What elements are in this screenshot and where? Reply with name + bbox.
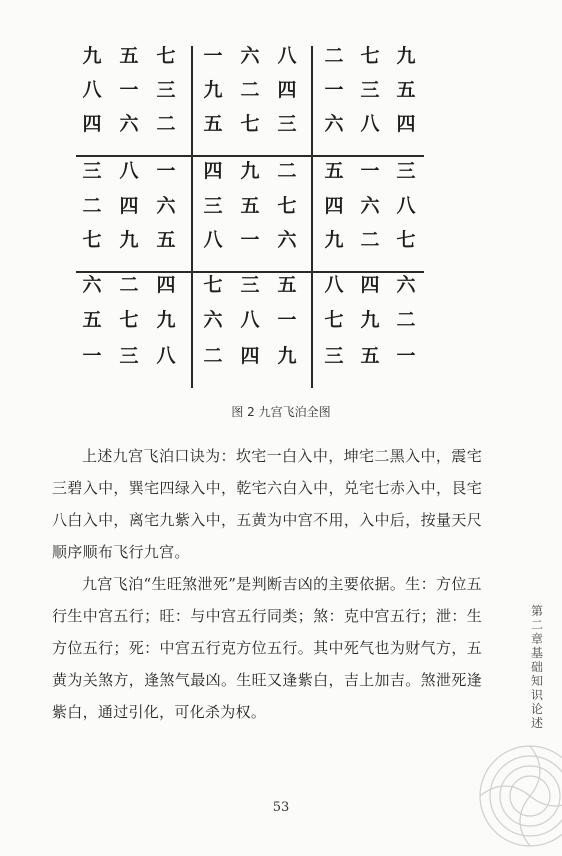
grid-cell: 四 [396,113,416,135]
paragraph-1: 上述九宫飞泊口诀为：坎宅一白入中，坤宅二黑入中，震宅三碧入中，巽宅四绿入中，乾宅六白入中，兑宅七赤入中，艮宅八白入中，离宅九紫入中，五黄为中宫不用，入中后，按量天尺顺序顺布飞行九宫。 [52,447,482,561]
corner-ornament [470,736,562,856]
grid-cell: 三 [119,345,139,367]
grid-cell: 八 [324,274,344,296]
grid-cell: 五 [156,229,176,251]
grid-cell: 六 [240,45,260,67]
grid-cell: 八 [203,229,223,251]
grid-cell: 六 [324,113,344,135]
grid-cell: 七 [82,229,102,251]
grid-cell: 五 [396,79,416,101]
grid-cell: 九 [156,309,176,331]
grid-cell: 七 [324,309,344,331]
grid-cell: 四 [203,160,223,182]
grid-cell: 五 [203,113,223,135]
grid-cell: 七 [360,45,380,67]
grid-cell: 二 [156,113,176,135]
grid-cell: 七 [119,309,139,331]
grid-cell: 二 [324,45,344,67]
grid-cell: 三 [82,160,102,182]
grid-cell: 八 [156,345,176,367]
grid-cell: 七 [277,195,297,217]
grid-cell: 八 [82,79,102,101]
grid-cell: 二 [396,309,416,331]
grid-cell: 二 [277,160,297,182]
grid-cell: 一 [119,79,139,101]
grid-cell: 八 [396,195,416,217]
grid-cell: 九 [203,79,223,101]
grid-cell: 五 [119,45,139,67]
divider-horizontal-2 [76,271,424,273]
chapter-side-label: 第二章 基础知识论述 [530,604,543,730]
grid-cell: 三 [360,79,380,101]
figure-caption: 图 2 九宫飞泊全图 [231,405,331,419]
grid-cell: 五 [82,309,102,331]
grid-cell: 三 [396,160,416,182]
grid-cell: 六 [156,195,176,217]
grid-cell: 三 [277,113,297,135]
grid-cell: 八 [119,160,139,182]
grid-cell: 五 [360,345,380,367]
grid-cell: 九 [360,309,380,331]
grid-cell: 九 [277,345,297,367]
grid-cell: 一 [360,160,380,182]
grid-cell: 四 [277,79,297,101]
grid-cell: 二 [240,79,260,101]
grid-cell: 一 [240,229,260,251]
grid-cell: 九 [324,229,344,251]
grid-cell: 一 [277,309,297,331]
grid-cell: 三 [156,79,176,101]
grid-cell: 七 [156,45,176,67]
grid-cell: 一 [324,79,344,101]
grid-cell: 四 [119,195,139,217]
page-number: 53 [272,800,290,815]
grid-cell: 四 [156,274,176,296]
grid-cell: 五 [240,195,260,217]
grid-cell: 一 [156,160,176,182]
grid-cell: 三 [240,274,260,296]
grid-cell: 七 [203,274,223,296]
grid-cell: 八 [360,113,380,135]
paragraph-2: 九宫飞泊“生旺煞泄死”是判断吉凶的主要依据。生：方位五行生中宫五行；旺：与中宫五行同类；煞：克中宫五行；泄：生方位五行；死：中宫五行克方位五行。其中死气也为财气方，五黄为关煞方，逢煞气最凶。生旺又逢紫白，吉上加吉。煞泄死逢紫白，通过引化，可化杀为权。 [52,575,482,721]
grid-cell: 五 [324,160,344,182]
divider-vertical-1 [191,46,193,388]
grid-cell: 六 [277,229,297,251]
grid-cell: 六 [82,274,102,296]
grid-cell: 六 [360,195,380,217]
grid-cell: 二 [82,195,102,217]
grid-cell: 七 [396,229,416,251]
grid-cell: 六 [396,274,416,296]
divider-vertical-2 [311,46,313,388]
grid-cell: 七 [240,113,260,135]
grid-cell: 九 [119,229,139,251]
grid-cell: 六 [119,113,139,135]
grid-cell: 一 [396,345,416,367]
grid-cell: 一 [82,345,102,367]
grid-cell: 三 [203,195,223,217]
grid-cell: 六 [203,309,223,331]
grid-cell: 九 [240,160,260,182]
grid-cell: 二 [203,345,223,367]
grid-cell: 二 [119,274,139,296]
grid-cell: 四 [324,195,344,217]
body-text [52,440,482,728]
grid-cell: 二 [360,229,380,251]
grid-cell: 四 [240,345,260,367]
grid-cell: 九 [82,45,102,67]
grid-cell: 八 [277,45,297,67]
grid-cell: 五 [277,274,297,296]
grid-cell: 九 [396,45,416,67]
grid-cell: 三 [324,345,344,367]
grid-cell: 八 [240,309,260,331]
grid-cell: 四 [360,274,380,296]
divider-horizontal-1 [76,155,424,157]
grid-cell: 一 [203,45,223,67]
grid-cell: 四 [82,113,102,135]
